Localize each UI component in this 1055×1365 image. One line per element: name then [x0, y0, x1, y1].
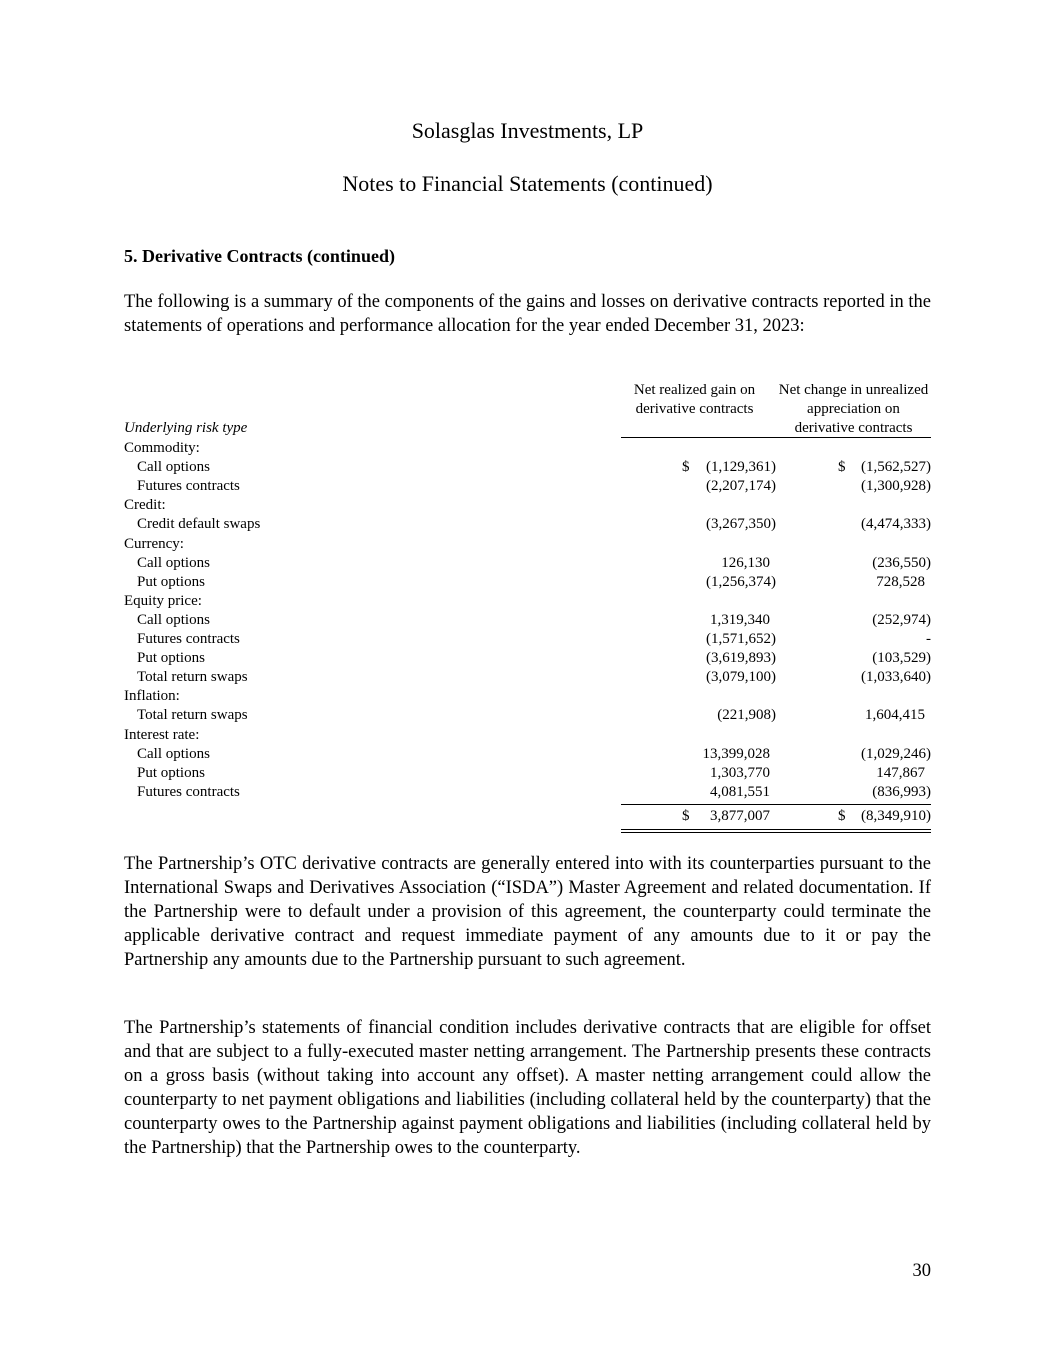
netting-paragraph: The Partnership’s statements of financial condition includes derivative contracts that are eligible for offset and that are subject to a fully-executed master netting arrangement. The Partnership presents these contracts on a gross basis (without taking into account any offset). A master netting arrangement could allow the counterparty to net payment obligations and liabilities (including collateral held by the counterparty) that the counterparty owes to the Partnership against payment obligations and liabilities (including collateral held by the Partnership) that the Partnership owes to the counterparty. [124, 1018, 931, 1158]
table-row [0, 515, 1055, 534]
unrealized-change-total: (8,349,910) [861, 807, 931, 824]
unrealized-change-value: (1,033,640) [861, 669, 931, 686]
instrument-label: Total return swaps [137, 707, 248, 724]
unrealized-change-value: (836,993) [872, 783, 931, 800]
table-category-row [0, 496, 1055, 515]
instrument-label: Total return swaps [137, 669, 248, 686]
instrument-label: Call options [137, 459, 210, 476]
table-row [0, 554, 1055, 573]
realized-gain-value: 126,130 [721, 554, 770, 571]
instrument-label: Futures contracts [137, 631, 240, 647]
realized-gain-value: 1,319,340 [710, 611, 770, 628]
unrealized-change-header: Net change in unrealized appreciation on derivative contracts [778, 382, 929, 436]
table-total-row [0, 807, 1055, 826]
table-row [0, 764, 1055, 783]
table-row [0, 706, 1055, 725]
table-category-row [0, 592, 1055, 611]
instrument-label: Put options [137, 650, 205, 667]
table-row [0, 668, 1055, 687]
realized-gain-header: Net realized gain on derivative contracts [633, 382, 756, 417]
table-row [0, 573, 1055, 592]
risk-category-label: Commodity: [124, 440, 200, 456]
intro-paragraph: The following is a summary of the components of the gains and losses on derivative contracts reported in the statements of operations and performance allocation for the year ended December 31, 2023: [124, 292, 931, 336]
table-row [0, 630, 1055, 649]
realized-gain-total: 3,877,007 [710, 807, 770, 824]
instrument-label: Call options [137, 611, 210, 628]
realized-gain-value: (2,207,174) [706, 478, 776, 495]
table-row [0, 458, 1055, 477]
table-category-row [0, 439, 1055, 458]
unrealized-change-value: - [926, 631, 931, 647]
unrealized-change-value: 728,528 [876, 573, 925, 590]
realized-gain-value: 4,081,551 [710, 783, 770, 800]
currency-symbol: $ [838, 807, 846, 824]
risk-type-header: Underlying risk type [124, 420, 248, 436]
realized-gain-value: (3,079,100) [706, 669, 776, 686]
risk-category-label: Credit: [124, 497, 166, 514]
total-double-rule [621, 832, 931, 833]
risk-category-label: Currency: [124, 535, 184, 552]
instrument-label: Put options [137, 573, 205, 590]
realized-gain-value: (221,908) [717, 707, 776, 724]
unrealized-change-value: (1,300,928) [861, 478, 931, 495]
risk-category-label: Inflation: [124, 688, 180, 705]
instrument-label: Futures contracts [137, 478, 240, 495]
unrealized-change-value: (1,562,527) [861, 459, 931, 476]
total-double-rule [621, 829, 931, 830]
currency-symbol: $ [682, 807, 690, 824]
table-category-row [0, 726, 1055, 745]
unrealized-change-value: 147,867 [876, 764, 925, 781]
currency-symbol: $ [838, 459, 846, 476]
realized-gain-value: (3,619,893) [706, 650, 776, 667]
header-rule [621, 437, 931, 438]
table-row [0, 477, 1055, 496]
section-title: 5. Derivative Contracts (continued) [124, 246, 395, 266]
instrument-label: Call options [137, 554, 210, 571]
instrument-label: Call options [137, 745, 210, 762]
instrument-label: Credit default swaps [137, 516, 261, 533]
realized-gain-value: (3,267,350) [706, 516, 776, 533]
unrealized-change-value: (252,974) [872, 611, 931, 628]
unrealized-change-value: 1,604,415 [865, 707, 925, 724]
realized-gain-value: 13,399,028 [702, 745, 770, 762]
instrument-label: Futures contracts [137, 783, 240, 800]
realized-gain-value: 1,303,770 [710, 764, 770, 781]
isda-paragraph: The Partnership’s OTC derivative contracts are generally entered into with its counterparties pursuant to the International Swaps and Derivatives Association (“ISDA”) Master Agreement and related documentation. If the Partnership were to default under a provision of this agreement, the counterparty could terminate the applicable derivative contract and request immediate payment of any amounts due to it or pay the Partnership any amounts due to the Partnership pursuant to such agreement. [124, 854, 931, 970]
table-row [0, 783, 1055, 802]
table-row [0, 745, 1055, 764]
subtotal-rule [621, 804, 931, 805]
table-category-row [0, 687, 1055, 706]
unrealized-change-value: (1,029,246) [861, 745, 931, 762]
risk-category-label: Interest rate: [124, 726, 200, 743]
currency-symbol: $ [682, 459, 690, 476]
unrealized-change-value: (236,550) [872, 554, 931, 571]
realized-gain-value: (1,571,652) [706, 631, 776, 647]
risk-category-label: Equity price: [124, 592, 202, 609]
page-subtitle: Notes to Financial Statements (continued) [342, 171, 713, 196]
unrealized-change-value: (4,474,333) [861, 516, 931, 533]
realized-gain-value: (1,129,361) [706, 459, 776, 476]
instrument-label: Put options [137, 764, 205, 781]
table-row [0, 649, 1055, 668]
table-category-row [0, 535, 1055, 554]
page-number: 30 [912, 1261, 931, 1281]
company-name: Solasglas Investments, LP [411, 118, 644, 143]
unrealized-change-value: (103,529) [872, 650, 931, 667]
realized-gain-value: (1,256,374) [706, 573, 776, 590]
table-row [0, 611, 1055, 630]
